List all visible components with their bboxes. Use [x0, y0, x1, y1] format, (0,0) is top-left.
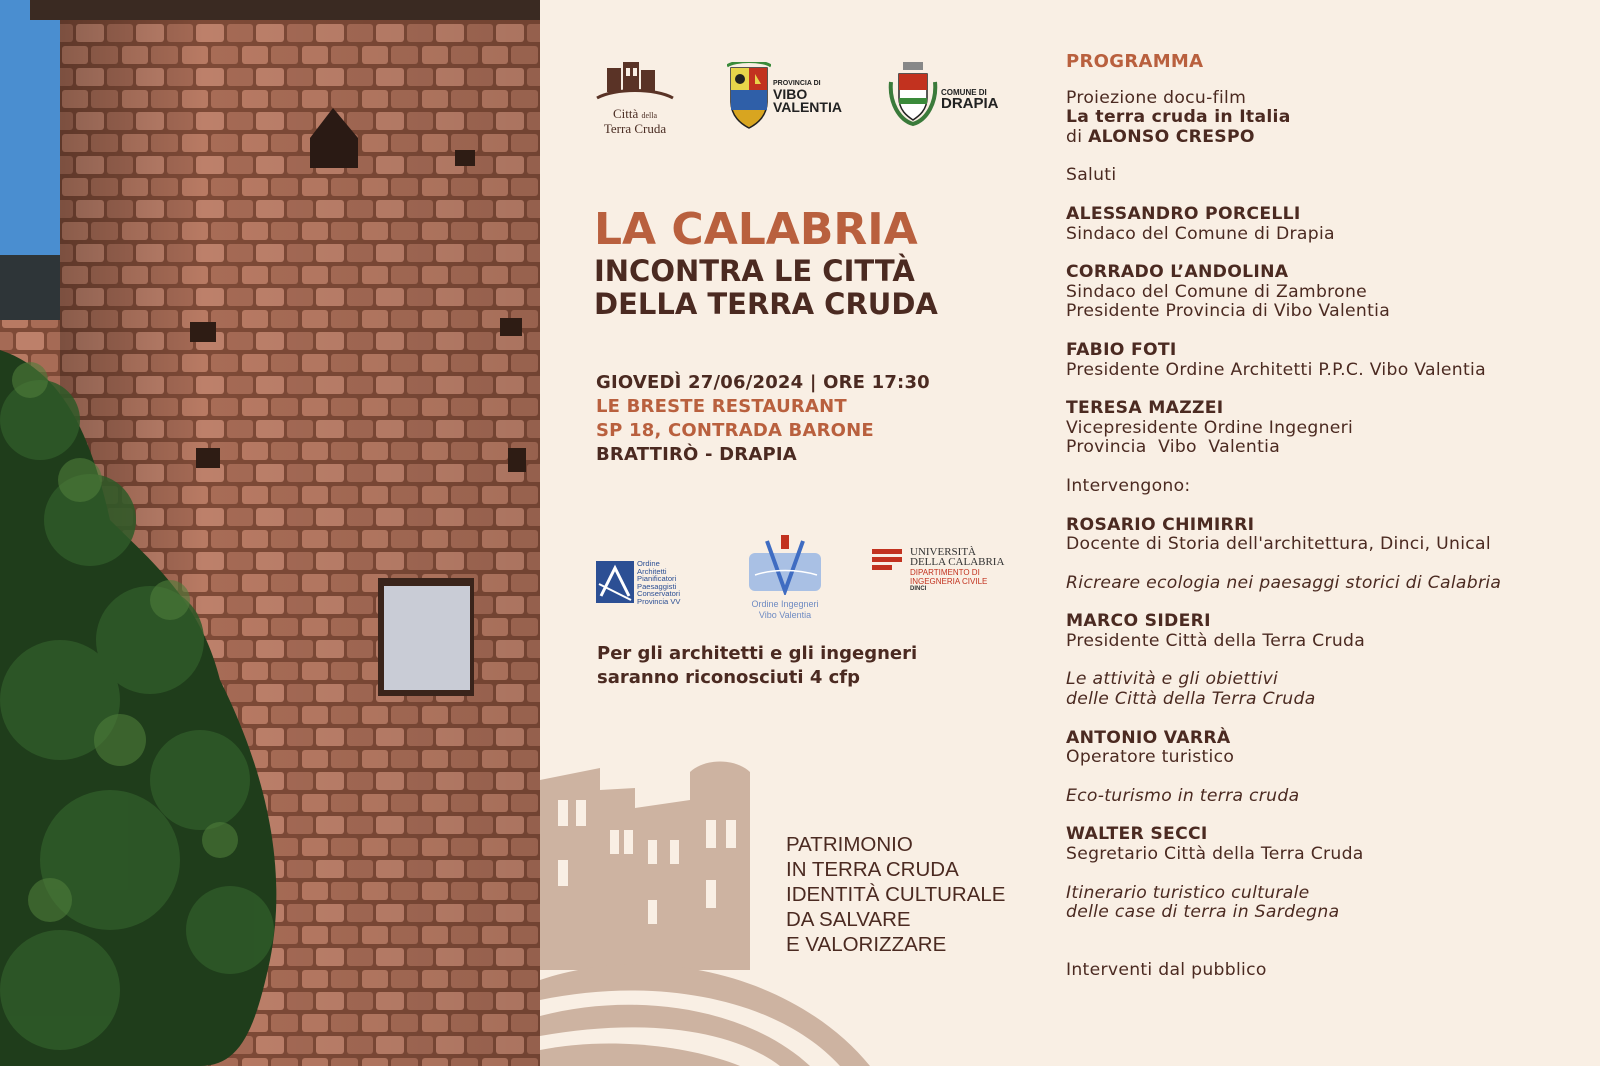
- speaker-role: Presidente Città della Terra Cruda: [1066, 630, 1366, 651]
- architetti-text-6: Provincia VV: [637, 596, 681, 606]
- architetti-text-2: Architetti: [637, 566, 667, 576]
- unical-text-3: DIPARTIMENTO DI: [910, 568, 980, 577]
- event-date-time: GIOVEDÌ 27/06/2024 | ORE 17:30: [596, 372, 930, 393]
- film-by-prefix: di: [1066, 126, 1089, 147]
- greeter-role: Presidente Provincia di Vibo Valentia: [1066, 301, 1391, 322]
- speaker-name: MARCO SIDERI: [1066, 611, 1211, 632]
- speaker-name: ROSARIO CHIMIRRI: [1066, 514, 1255, 535]
- greeter-role: Vicepresidente Ordine Ingegneri: [1066, 417, 1354, 438]
- speaker-topic: Ricreare ecologia nei paesaggi storici di Calabria: [1066, 572, 1502, 593]
- greeter-role: Presidente Ordine Architetti P.P.C. Vibo Valentia: [1066, 359, 1486, 380]
- event-place: BRATTIRÒ - DRAPIA: [596, 444, 797, 465]
- unical-stripes-icon: [872, 549, 906, 571]
- program: [1066, 52, 1586, 980]
- citta-line2: Terra Cruda: [603, 121, 667, 136]
- speaker-topic: Le attività e gli obiettivi: [1066, 669, 1279, 690]
- architetti-text-5: Conservatori: [637, 589, 681, 599]
- title-line1: LA CALABRIA: [594, 204, 918, 255]
- castle-icon: [595, 58, 675, 100]
- vibo-coat-of-arms-icon: [727, 62, 771, 130]
- ordine-ingegneri-logo: [735, 535, 835, 621]
- cfp-line1: Per gli architetti e gli ingegneri: [597, 643, 918, 664]
- ingegneri-text-1: Ordine Ingegneri: [751, 599, 819, 609]
- tagline-line1: PATRIMONIO: [786, 833, 913, 856]
- tagline: [786, 832, 1005, 957]
- greeter-role: Sindaco del Comune di Zambrone: [1066, 281, 1368, 302]
- speaker-topic: delle case di terra in Sardegna: [1066, 902, 1340, 923]
- tagline-line3: IDENTITÀ CULTURALE: [786, 883, 1006, 906]
- citta-terra-cruda-logo: [595, 58, 675, 135]
- drapia-line1: DRAPIA: [941, 95, 999, 112]
- speaker-name: ANTONIO VARRÀ: [1066, 727, 1231, 748]
- film-director: ALONSO CRESPO: [1088, 126, 1255, 147]
- citta-small: della: [641, 111, 658, 120]
- vibo-line2: VALENTIA: [773, 99, 842, 115]
- greeter-name: TERESA MAZZEI: [1066, 398, 1224, 419]
- speaker-role: Segretario Città della Terra Cruda: [1066, 844, 1364, 865]
- greeter-name: ALESSANDRO PORCELLI: [1066, 203, 1301, 224]
- architetti-text-1: Ordine: [637, 559, 660, 568]
- title-line3: DELLA TERRA CRUDA: [594, 287, 938, 321]
- unical-text-1: UNIVERSITÀ: [910, 546, 976, 558]
- partner-logos: [595, 535, 1015, 630]
- greeter-name: FABIO FOTI: [1066, 339, 1177, 360]
- speaker-topic: delle Città della Terra Cruda: [1066, 689, 1316, 710]
- greeter-name: CORRADO L’ANDOLINA: [1066, 262, 1289, 283]
- drapia-small: COMUNE DI: [941, 88, 987, 97]
- ingegneri-text-2: Vibo Valentia: [758, 610, 812, 620]
- speaker-topic: Itinerario turistico culturale: [1066, 882, 1310, 903]
- event-venue: LE BRESTE RESTAURANT: [596, 396, 847, 417]
- architetti-text-4: Paesaggisti: [637, 581, 677, 591]
- tagline-line5: E VALORIZZARE: [786, 933, 947, 956]
- tower-photo: [0, 0, 540, 1066]
- drapia-crest-icon: [885, 58, 941, 128]
- vibo-line1: VIBO: [773, 86, 808, 102]
- top-logos: [595, 58, 1015, 138]
- speaker-role: Operatore turistico: [1066, 747, 1235, 768]
- architetti-text-3: Pianificatori: [637, 574, 677, 584]
- cfp-line2: saranno riconosciuti 4 cfp: [597, 667, 860, 688]
- citta-line1: Città: [612, 106, 639, 121]
- film-line1: Proiezione docu-film: [1066, 87, 1247, 108]
- title-line2: INCONTRA LE CITTÀ: [594, 254, 915, 288]
- greeter-role: Provincia Vibo Valentia: [1066, 437, 1281, 458]
- ingegneri-v-icon: [747, 535, 823, 595]
- greeter-role: Sindaco del Comune di Drapia: [1066, 223, 1335, 244]
- unical-text-2: DELLA CALABRIA: [910, 556, 1005, 568]
- event-details: [596, 371, 930, 467]
- cfp-note: [597, 642, 917, 690]
- event-address: SP 18, CONTRADA BARONE: [596, 420, 874, 441]
- speaker-role: Docente di Storia dell'architettura, Dinci, Unical: [1066, 534, 1491, 555]
- speaker-name: WALTER SECCI: [1066, 824, 1208, 845]
- event-title: [594, 205, 938, 321]
- speaker-topic: Eco-turismo in terra cruda: [1066, 785, 1300, 806]
- tagline-line2: IN TERRA CRUDA: [786, 858, 959, 881]
- film-title: La terra cruda in Italia: [1066, 107, 1291, 128]
- unical-text-5: DINCI: [910, 586, 927, 592]
- architetti-square-icon: [595, 560, 635, 604]
- closing-item: Interventi dal pubblico: [1066, 959, 1267, 980]
- program-heading: PROGRAMMA: [1066, 51, 1204, 72]
- film-credit: [1066, 128, 1586, 148]
- tagline-line4: DA SALVARE: [786, 908, 911, 931]
- vibo-small: PROVINCIA DI: [773, 80, 821, 87]
- unical-text-4: INGEGNERIA CIVILE: [910, 577, 988, 586]
- intervengono-label: Intervengono:: [1066, 475, 1191, 496]
- saluti-label: Saluti: [1066, 165, 1117, 186]
